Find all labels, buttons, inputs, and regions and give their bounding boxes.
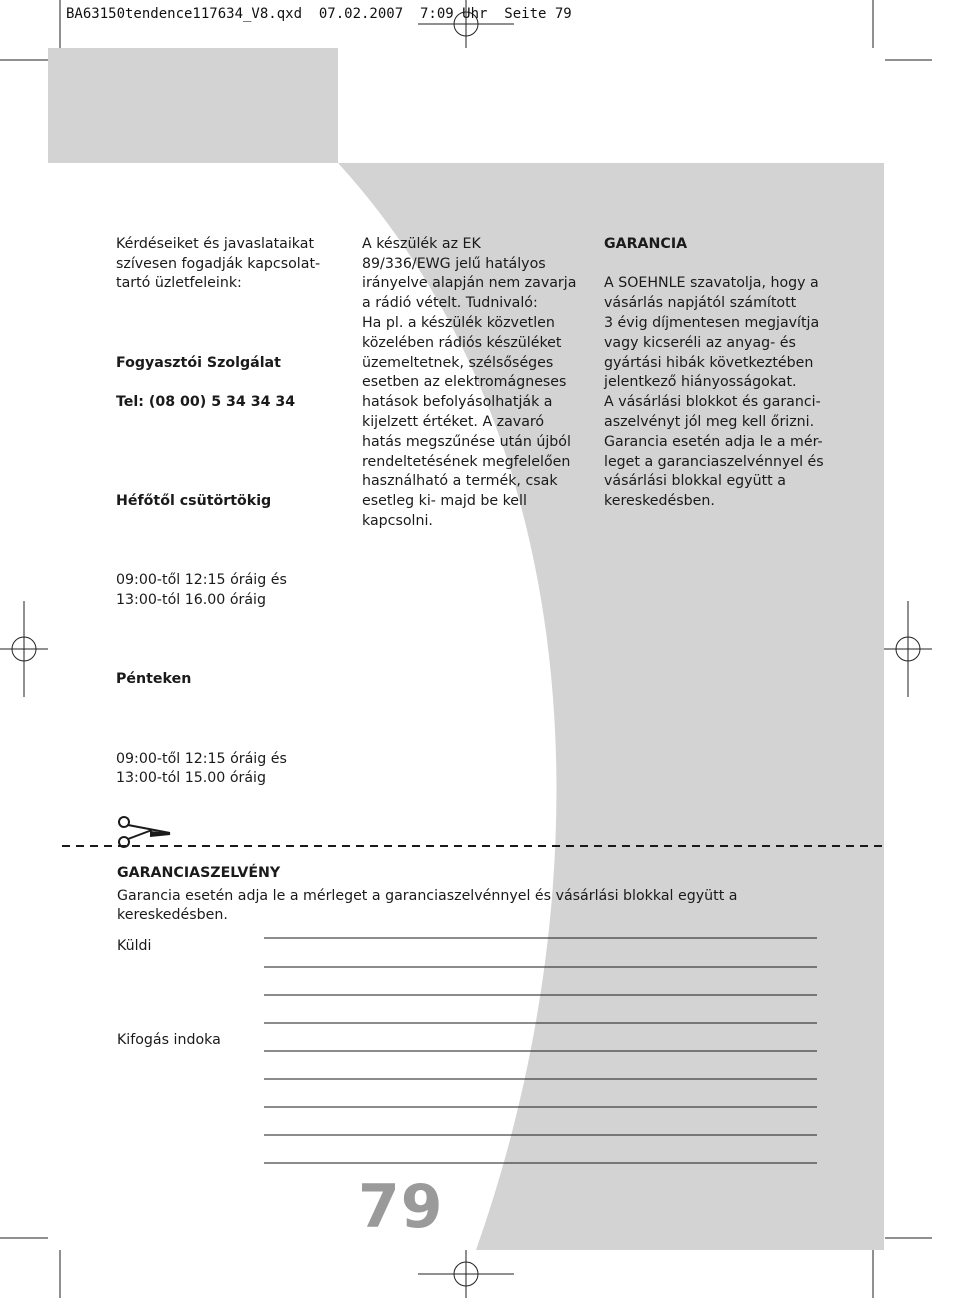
emc-notice-column bbox=[362, 215, 577, 552]
warranty-text: A SOEHNLE szavatolja, hogy a vásárlás napjától számított 3 évig díjmentesen megjavítja vagy kicseréli az anyag- és gyártási hibák következtében jelentkező hiányosságokat. A vásárlási blokkot és garanci- aszelvényt jól meg kell őrizni. Garancia esetén adja le a mér- leget a garanciaszelvénnyel és vásárlási blokkal együtt a kereskedésben. bbox=[604, 275, 824, 510]
service-phone: Tel: (08 00) 5 34 34 34 bbox=[116, 394, 296, 411]
coupon-text: Garancia esetén adja le a mérleget a garanciaszelvénnyel és vásárlási blokkal együtt a kereskedésben. bbox=[117, 888, 738, 923]
registration-mark-right bbox=[884, 601, 932, 697]
friday-hours: 09:00-től 12:15 óráig és 13:00-tól 15.00 óráig bbox=[116, 750, 287, 787]
emc-notice-text: A készülék az EK 89/336/EWG jelű hatályos irányelve alapján nem zavarja a rádió vételt. Tudnivaló: Ha pl. a készülék közvetlen közelében rádiós készüléket üzemeltetnek, szélsőséges esetben az elektromágneses hatások befolyásolhatják a kijelzett értéket. A zavaró hatás megszűnése után újból rendeltetésének megfelelően használható a termék, csak esetleg ki- majd be kell kapcsolni. bbox=[362, 235, 577, 529]
contact-column bbox=[116, 215, 336, 809]
registration-mark-left bbox=[0, 601, 48, 697]
scissors-icon bbox=[119, 817, 170, 847]
weekday-title: Héfőtől csütörtökig bbox=[116, 493, 272, 510]
weekday-hours: 09:00-től 12:15 óráig és 13:00-tól 16.00 óráig bbox=[116, 572, 287, 609]
friday-title: Pénteken bbox=[116, 671, 192, 688]
service-title: Fogyasztói Szolgálat bbox=[116, 354, 281, 371]
coupon-title: GARANCIASZELVÉNY bbox=[117, 865, 281, 881]
page-number: 79 bbox=[358, 1172, 444, 1242]
warranty-column bbox=[604, 215, 824, 532]
reason-label: Kifogás indoka bbox=[117, 1032, 221, 1048]
registration-mark-bottom bbox=[418, 1250, 514, 1298]
contact-intro: Kérdéseiket és javaslataikat szívesen fogadják kapcsolat- tartó üzletfeleink: bbox=[116, 235, 321, 292]
sender-label: Küldi bbox=[117, 938, 152, 954]
print-file-header: BA63150tendence117634_V8.qxd 07.02.2007 7:09 Uhr Seite 79 bbox=[66, 6, 572, 22]
warranty-title: GARANCIA bbox=[604, 235, 688, 252]
